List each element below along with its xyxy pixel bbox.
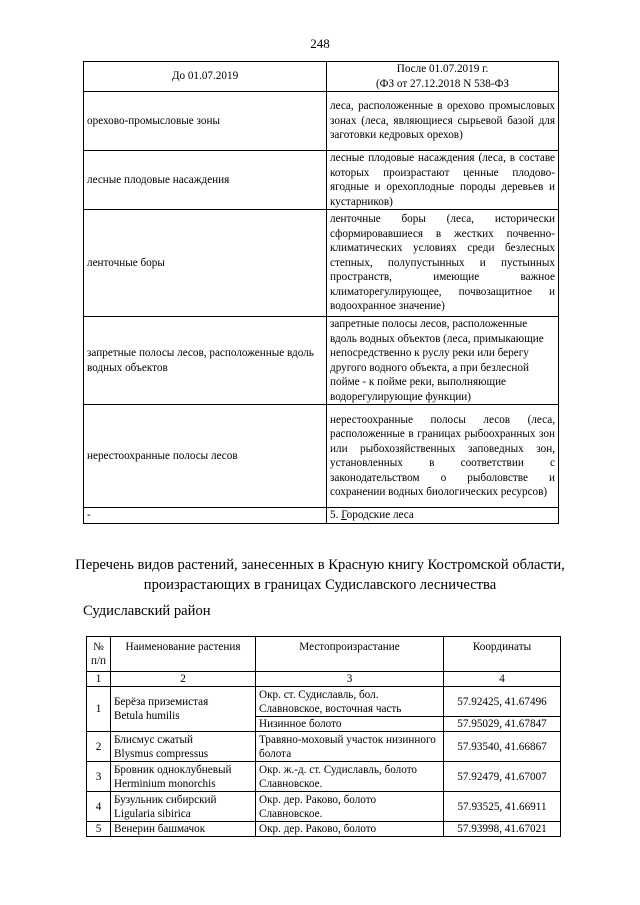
header-before: До 01.07.2019	[84, 62, 327, 92]
row-number: 1	[87, 687, 111, 732]
index-cell: 4	[444, 672, 561, 687]
index-row	[87, 672, 561, 687]
coordinates-cell: 57.93525, 41.66911	[444, 792, 561, 822]
page-number: 248	[310, 36, 330, 51]
coordinates-cell: 57.92425, 41.67496	[444, 687, 561, 717]
row-right-cell: леса, расположенные в орехово промысловых зонах (леса, являющиеся сырьевой базой для заготовки кедровых орехов)	[327, 92, 559, 151]
row-number: 3	[87, 762, 111, 792]
plant-name: Венерин башмачок	[111, 822, 256, 837]
row-right-cell: 5. Городские леса	[327, 508, 559, 524]
red-book-plants-table	[86, 636, 561, 837]
habitat-cell: Травяно-моховый участок низинного болота	[256, 732, 444, 762]
table-row	[84, 405, 559, 508]
coordinates-cell: 57.92479, 41.67007	[444, 762, 561, 792]
table-row	[84, 317, 559, 405]
index-cell: 3	[256, 672, 444, 687]
plant-name: Бузульник сибирский Ligularia sibirica	[111, 792, 256, 822]
col-header-habitat: Местопроизрастание	[256, 637, 444, 672]
coordinates-cell: 57.95029, 41.67847	[444, 717, 561, 732]
row-right-cell: ленточные боры (леса, исторически сформировавшиеся в жестких почвенно-климатических условиях среди безлесных степных, полупустынных и пустынных пространств, имеющие важное климаторегулирующее, почвозащитное и водоохранное значение)	[327, 210, 559, 317]
row-left-cell: ленточные боры	[84, 210, 327, 317]
col-header-number: № п/п	[87, 637, 111, 672]
row-right-cell: нерестоохранные полосы лесов (леса, расположенные в границах рыбоохранных зон или рыбохозяйственных заповедных зон, установленных в соответствии с законодательством о рыболовстве и сохранении водных биологических ресурсов)	[327, 405, 559, 508]
table-row	[87, 792, 561, 822]
table-row	[84, 210, 559, 317]
row-right-cell: лесные плодовые насаждения (леса, в составе которых произрастают ценные плодово-ягодные и орехоплодные породы деревьев и кустарников)	[327, 151, 559, 210]
index-cell: 2	[111, 672, 256, 687]
col-header-coordinates: Координаты	[444, 637, 561, 672]
plant-name: Блисмус сжатый Blysmus compressus	[111, 732, 256, 762]
habitat-cell: Окр. дер. Раково, болото	[256, 822, 444, 837]
table-row	[84, 508, 559, 524]
plant-name: Берёза приземистая Betula humilis	[111, 687, 256, 732]
table-row	[84, 151, 559, 210]
row-number: 5	[87, 822, 111, 837]
forest-categories-table	[83, 61, 559, 524]
index-cell: 1	[87, 672, 111, 687]
district-heading: Судиславский район	[83, 603, 211, 619]
row-right-cell: запретные полосы лесов, расположенные вдоль водных объектов (леса, примыкающие непосредственно к руслу реки или берегу другого водного объекта, а при безлесной пойме - к пойме реки, выполняющие водорегулирующие функции)	[327, 317, 559, 405]
row-left-cell: лесные плодовые насаждения	[84, 151, 327, 210]
table-row	[84, 92, 559, 151]
row-left-cell: нерестоохранные полосы лесов	[84, 405, 327, 508]
header-after: После 01.07.2019 г. (ФЗ от 27.12.2018 N 538-ФЗ	[327, 62, 559, 92]
table-row	[87, 822, 561, 837]
table-header-row	[84, 62, 559, 92]
table-header-row	[87, 637, 561, 672]
habitat-cell: Окр. ж.-д. ст. Судиславль, болото Славновское.	[256, 762, 444, 792]
habitat-cell: Низинное болото	[256, 717, 444, 732]
row-left-cell: запретные полосы лесов, расположенные вдоль водных объектов	[84, 317, 327, 405]
row-number: 4	[87, 792, 111, 822]
table-row	[87, 687, 561, 717]
coordinates-cell: 57.93998, 41.67021	[444, 822, 561, 837]
table-row	[87, 732, 561, 762]
row-left-cell: -	[84, 508, 327, 524]
table-row	[87, 762, 561, 792]
plant-name: Бровник одноклубневый Herminium monorchis	[111, 762, 256, 792]
col-header-plant-name: Наименование растения	[111, 637, 256, 672]
row-number: 2	[87, 732, 111, 762]
habitat-cell: Окр. дер. Раково, болото Славновское.	[256, 792, 444, 822]
habitat-cell: Окр. ст. Судиславль, бол. Славновское, восточная часть	[256, 687, 444, 717]
row-left-cell: орехово-промысловые зоны	[84, 92, 327, 151]
coordinates-cell: 57.93540, 41.66867	[444, 732, 561, 762]
section-title: Перечень видов растений, занесенных в Красную книгу Костромской области, произрастающих в границах Судиславского лесничества	[75, 557, 565, 593]
